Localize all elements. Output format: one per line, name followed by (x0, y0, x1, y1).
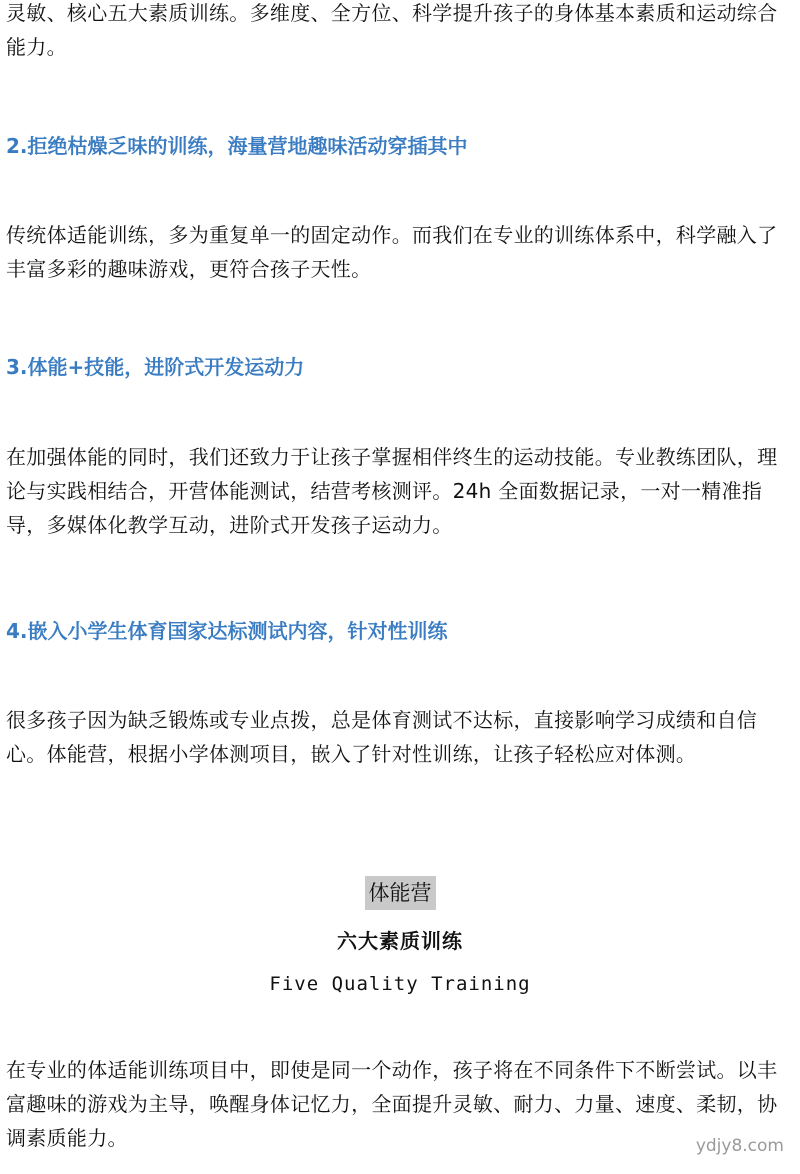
intro-paragraph: 灵敏、核心五大素质训练。多维度、全方位、科学提升孩子的身体基本素质和运动综合能力。 (6, 1, 778, 59)
point-2-body: 传统体适能训练，多为重复单一的固定动作。而我们在专业的训练体系中，科学融入了丰富多彩的趣味游戏，更符合孩子天性。 (6, 223, 778, 281)
section-tag: 体能营 (365, 876, 436, 910)
point-4-body: 很多孩子因为缺乏锻炼或专业点拨，总是体育测试不达标，直接影响学习成绩和自信心。体能营，根据小学体测项目，嵌入了针对性训练，让孩子轻松应对体测。 (6, 708, 758, 766)
site-watermark: ydjy8.com (695, 1136, 784, 1156)
section-subtitle: Five Quality Training (269, 973, 531, 995)
point-3-body: 在加强体能的同时，我们还致力于让孩子掌握相伴终生的运动技能。专业教练团队，理论与实践相结合，开营体能测试，结营考核测评。24h 全面数据记录，一对一精准指导，多媒体化教学互动，进阶式开发孩子运动力。 (6, 445, 778, 537)
point-4-heading: 4.嵌入小学生体育国家达标测试内容，针对性训练 (6, 619, 448, 643)
point-3-heading: 3.体能+技能，进阶式开发运动力 (6, 355, 305, 379)
section-title: 六大素质训练 (337, 929, 463, 953)
section-body: 在专业的体适能训练项目中，即使是同一个动作，孩子将在不同条件下不断尝试。以丰富趣味的游戏为主导，唤醒身体记忆力，全面提升灵敏、耐力、力量、速度、柔韧，协调素质能力。 (6, 1058, 778, 1150)
section-tag-wrapper (0, 876, 800, 910)
point-2-heading: 2.拒绝枯燥乏味的训练，海量营地趣味活动穿插其中 (6, 134, 468, 158)
